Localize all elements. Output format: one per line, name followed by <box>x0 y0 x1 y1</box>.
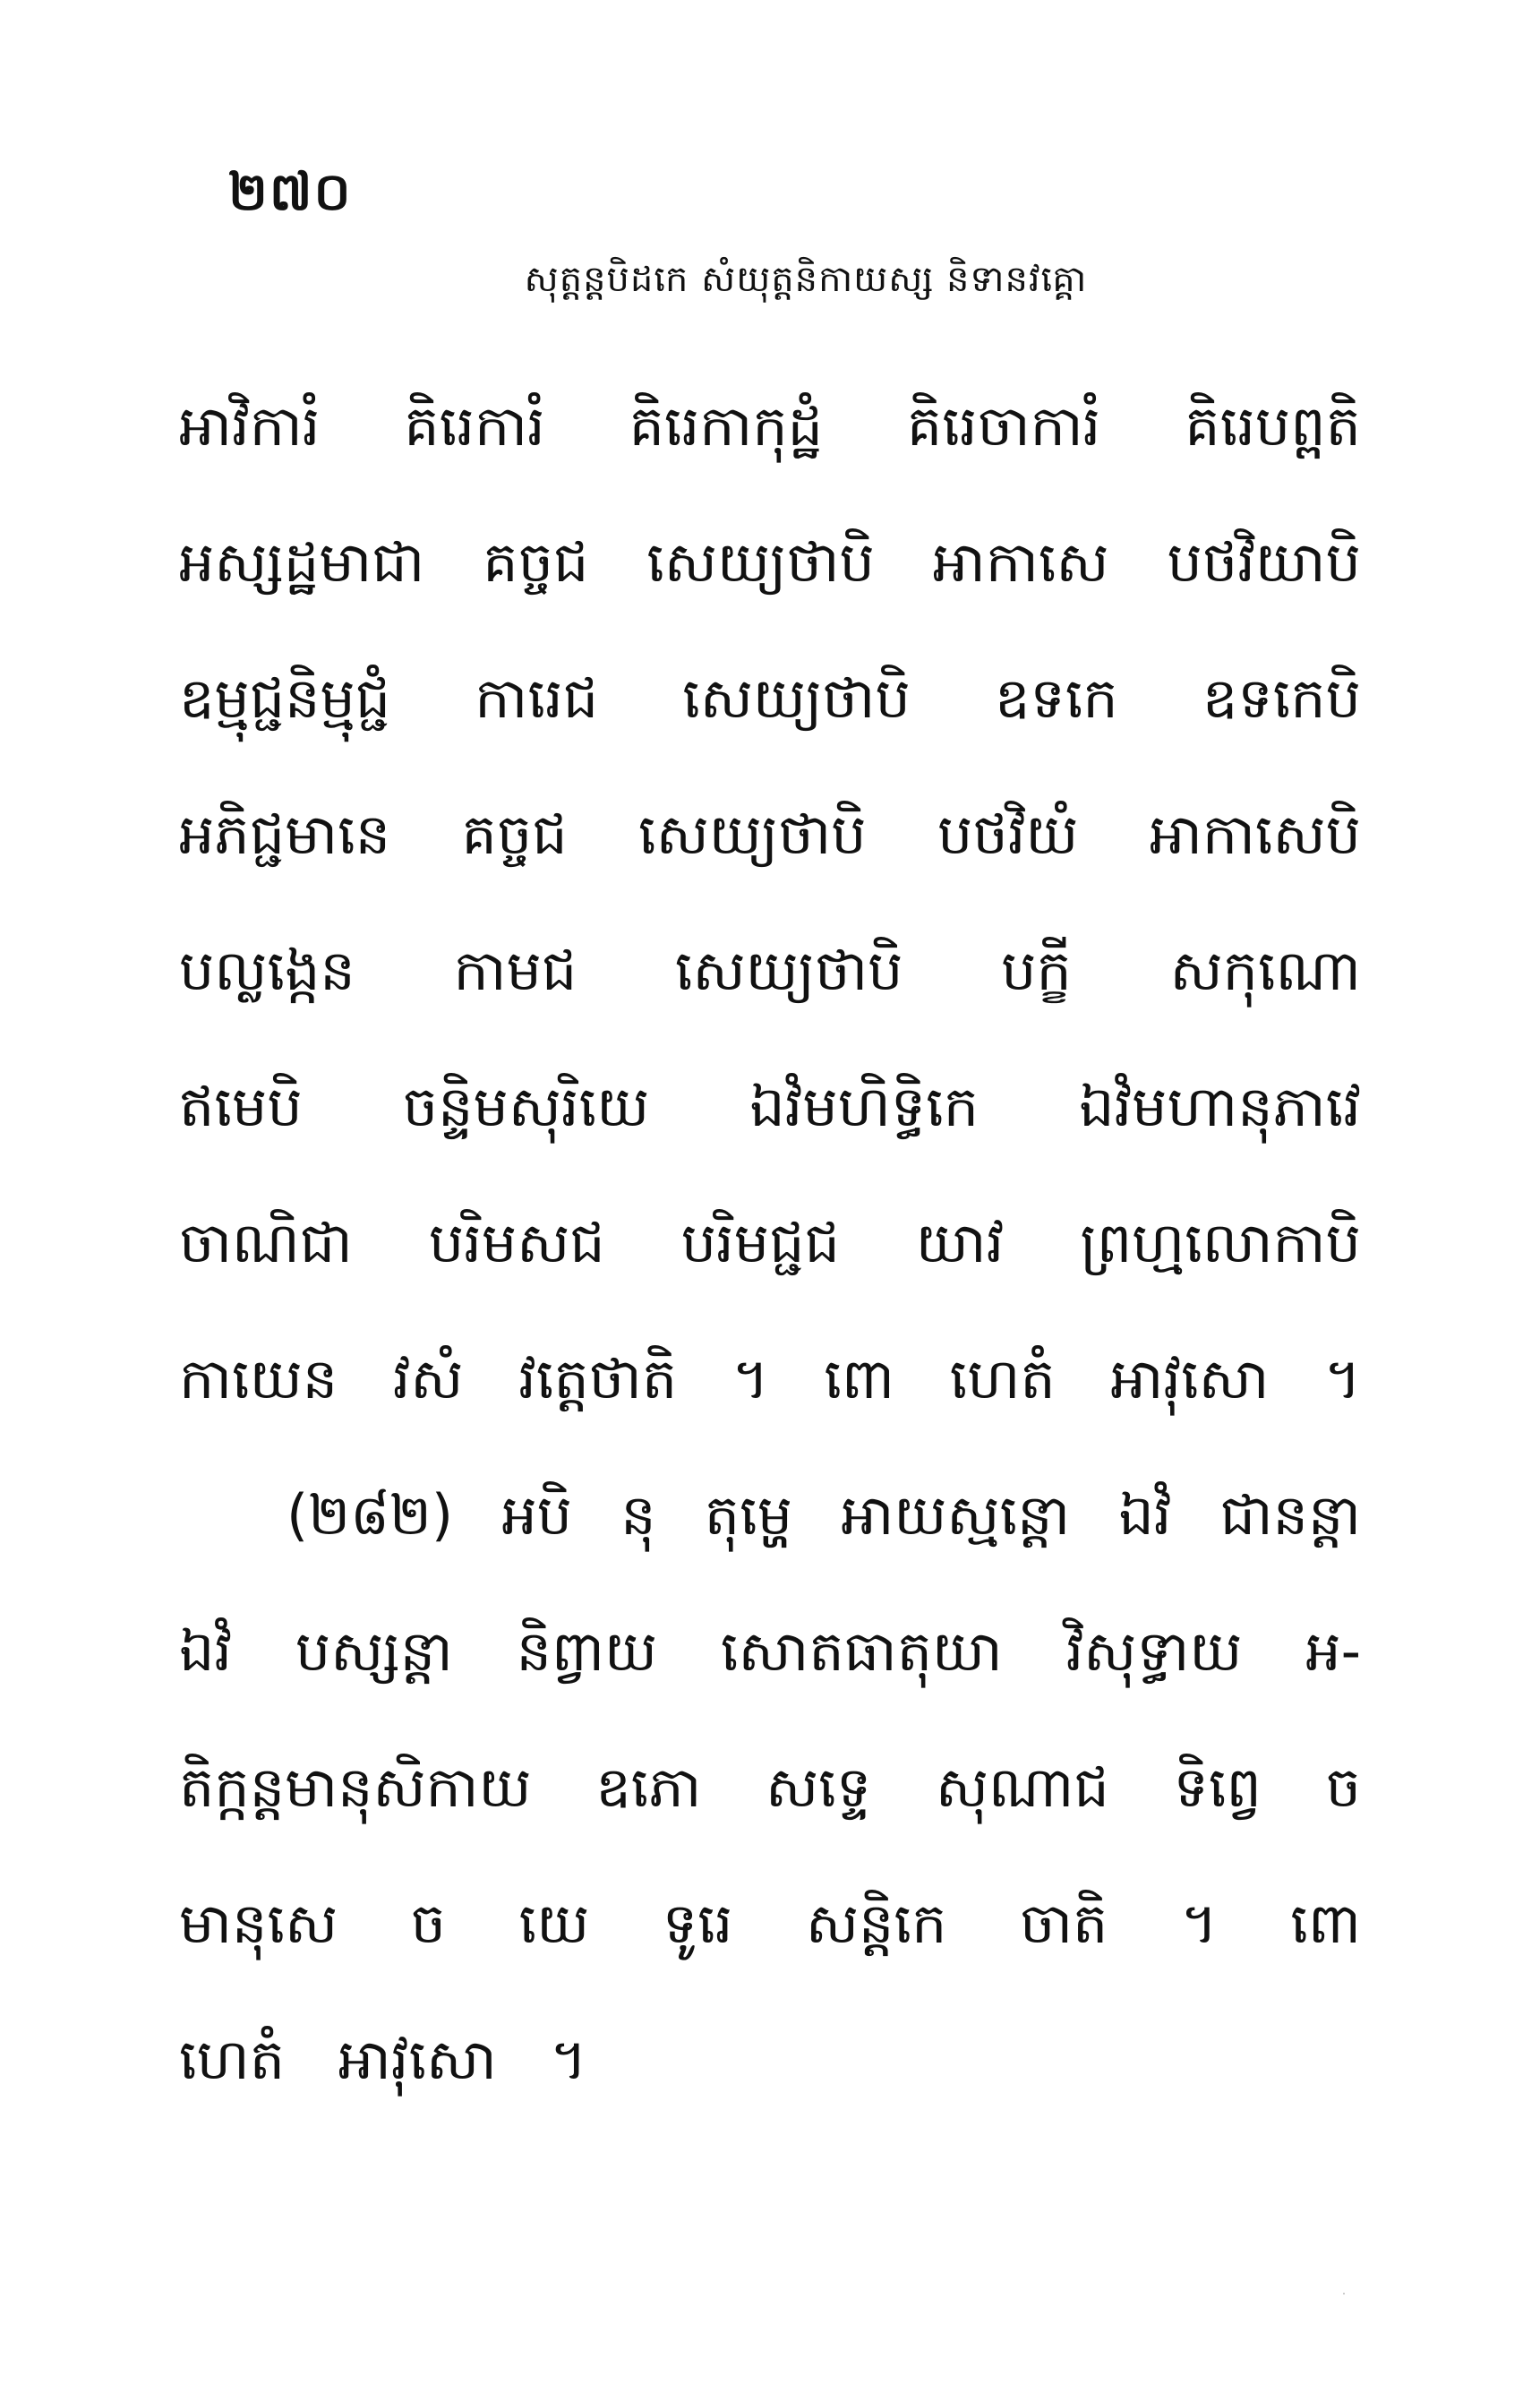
body-text <box>179 358 1361 2128</box>
text-line: អស្សដ្ឋមាជា គច្ចជ សេយ្យថាបិ អាកាសេ បថវិយាបិ <box>179 529 1361 595</box>
text-line: មានុសេ ច យេ ទូរេ សន្តិកេ ចាតិ ។ ពោ <box>179 1891 1361 1956</box>
text-line: បល្លង្កេន កាមជ សេយ្យថាបិ បក្ខី សកុណោ <box>179 938 1361 1003</box>
text-line: ឥមេបិ ចន្ទិមសុរិយេ ឯវំមហិទ្ធិកេ ឯវំមហានុភាវេ <box>179 1074 1361 1139</box>
text-line: អភិជ្ជមានេ គច្ចជ សេយ្យថាបិ បថវិយំ អាកាសេបិ <box>179 802 1361 867</box>
text-line: កាយេន វសំ វត្តេថាតិ ។ ពោ ហេតំ អាវុសោ ។ <box>179 1346 1361 1411</box>
text-line: ឧម្មុជ្ជនិម្មុជ្ជំ ការេជ សេយ្យថាបិ ឧទកេ ឧទកេបិ <box>179 665 1361 731</box>
text-line: ហេតំ អាវុសោ ។ <box>179 2027 587 2092</box>
text-line: ឯវំ បស្សន្តា និព្វាយ សោតធាតុយា វិសុទ្ធាយ អ- <box>179 1618 1361 1684</box>
text-line: ចាណិជា បរិមសជ បរិមជ្ជជ យាវ ព្រហ្មលោកាបិ <box>179 1210 1361 1275</box>
scan-mark <box>1343 2293 1345 2294</box>
running-header: សុត្តន្តបិដកេ សំយុត្តនិកាយស្ស និទានវគ្គោ <box>524 259 1088 300</box>
page-number: ២៧០ <box>228 161 353 222</box>
text-line: (២៨២) អបិ នុ តុម្ហេ អាយស្មន្តោ ឯវំ ជានន្តា <box>287 1482 1361 1548</box>
text-line: តិក្កន្តមានុសិកាយ ឧភោ សទ្ទេ សុណាជ ទិព្វេ ច <box>179 1754 1361 1820</box>
text-line: អាវិការំ គិរេការំ គិរេកាកុដ្ឋំ គិរេចាការំ គិរេបព្ពតិ <box>179 393 1361 459</box>
